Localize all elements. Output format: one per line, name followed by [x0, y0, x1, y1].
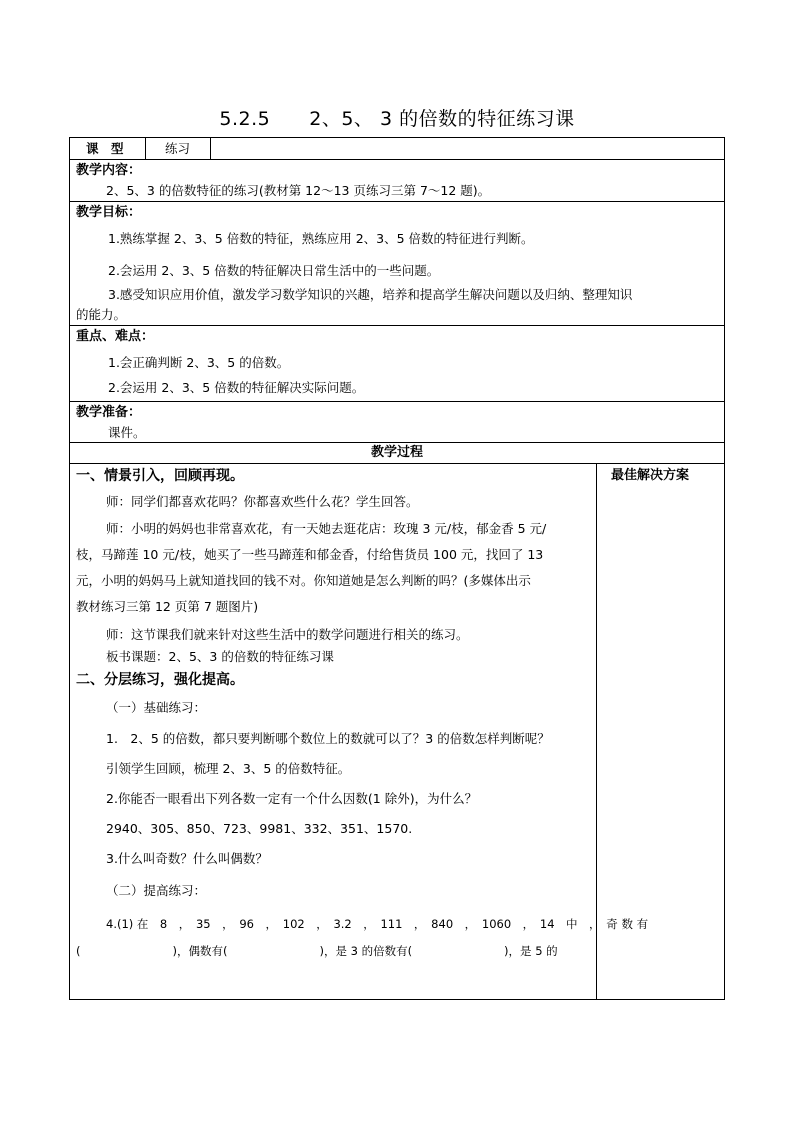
goal-item: 的能力。 — [76, 307, 127, 322]
course-type-label: 课 型 — [86, 141, 124, 156]
prep-row — [70, 402, 724, 443]
section-2-line: （一）基础练习： — [106, 700, 207, 715]
process-body — [70, 464, 724, 999]
keypoint-item: 1.会正确判断 2、3、5 的倍数。 — [108, 355, 290, 370]
section-1-line: 师：小明的妈妈也非常喜欢花，有一天她去逛花店：玫瑰 3 元/枝，郁金香 5 元/ — [106, 521, 547, 536]
section-1-heading: 一、情景引入，回顾再现。 — [76, 468, 244, 484]
section-2-line: （二）提高练习： — [106, 883, 207, 898]
lesson-plan-table — [69, 137, 725, 1000]
goal-item: 3.感受知识应用价值，激发学习数学知识的兴趣，培养和提高学生解决问题以及归纳、整理知识 — [108, 287, 633, 302]
keypoints-heading: 重点、难点： — [76, 329, 155, 344]
process-heading-row — [70, 443, 724, 464]
question-4-line: ( )，偶数有( )，是 3 的倍数有( )，是 5 的 — [76, 944, 558, 958]
section-2-heading: 二、分层练习，强化提高。 — [76, 672, 244, 688]
goals-row — [70, 202, 724, 326]
section-1-line: 元，小明的妈妈马上就知道找回的钱不对。你知道她是怎么判断的吗？(多媒体出示 — [76, 573, 531, 588]
section-2-line: 引领学生回顾，梳理 2、3、5 的倍数特征。 — [106, 761, 351, 776]
section-1-line: 枝，马蹄莲 10 元/枝，她买了一些马蹄莲和郁金香，付给售货员 100 元，找回了 13 — [76, 547, 544, 562]
goal-item: 1.熟练掌握 2、3、5 倍数的特征，熟练应用 2、3、5 倍数的特征进行判断。 — [108, 231, 534, 246]
goals-heading: 教学目标： — [76, 205, 142, 220]
side-heading: 最佳解决方案 — [611, 468, 690, 483]
section-2-line: 1. 2、5 的倍数，都只要判断哪个数位上的数就可以了？3 的倍数怎样判断呢？ — [106, 731, 550, 746]
page-title: 5.2.5 2、5、 3 的倍数的特征练习课 — [219, 108, 575, 130]
section-1-line: 师：同学们都喜欢花吗？你都喜欢些什么花？学生回答。 — [106, 494, 419, 509]
content-row — [70, 160, 724, 202]
section-1-line: 师：这节课我们就来针对这些生活中的数学问题进行相关的练习。 — [106, 627, 469, 642]
keypoints-row — [70, 326, 724, 402]
course-type-row — [70, 138, 724, 160]
content-heading: 教学内容： — [76, 163, 142, 178]
section-2-line: 2940、305、850、723、9981、332、351、1570. — [106, 821, 413, 836]
section-1-line: 教材练习三第 12 页第 7 题图片) — [76, 599, 259, 614]
section-2-line: 2.你能否一眼看出下列各数一定有一个什么因数(1 除外)，为什么？ — [106, 791, 478, 806]
course-type-value: 练习 — [165, 141, 191, 156]
content-text: 2、5、3 的倍数特征的练习(教材第 12～13 页练习三第 7～12 题)。 — [106, 183, 491, 198]
question-4-line: 4.(1) 在 8 ， 35 ， 96 ， 102 ， 3.2 ， 111 ， 840 ， 1060 ， 14 中 ， 奇 数 有 — [106, 917, 649, 931]
goal-item: 2.会运用 2、3、5 倍数的特征解决日常生活中的一些问题。 — [108, 263, 440, 278]
section-1-line: 板书课题：2、5、3 的倍数的特征练习课 — [106, 649, 334, 664]
keypoint-item: 2.会运用 2、3、5 倍数的特征解决实际问题。 — [108, 380, 365, 395]
process-heading: 教学过程 — [370, 445, 423, 460]
section-2-line: 3.什么叫奇数？什么叫偶数？ — [106, 851, 268, 866]
prep-text: 课件。 — [108, 425, 146, 440]
divider — [145, 138, 146, 159]
prep-heading: 教学准备： — [76, 405, 142, 420]
divider — [210, 138, 211, 159]
